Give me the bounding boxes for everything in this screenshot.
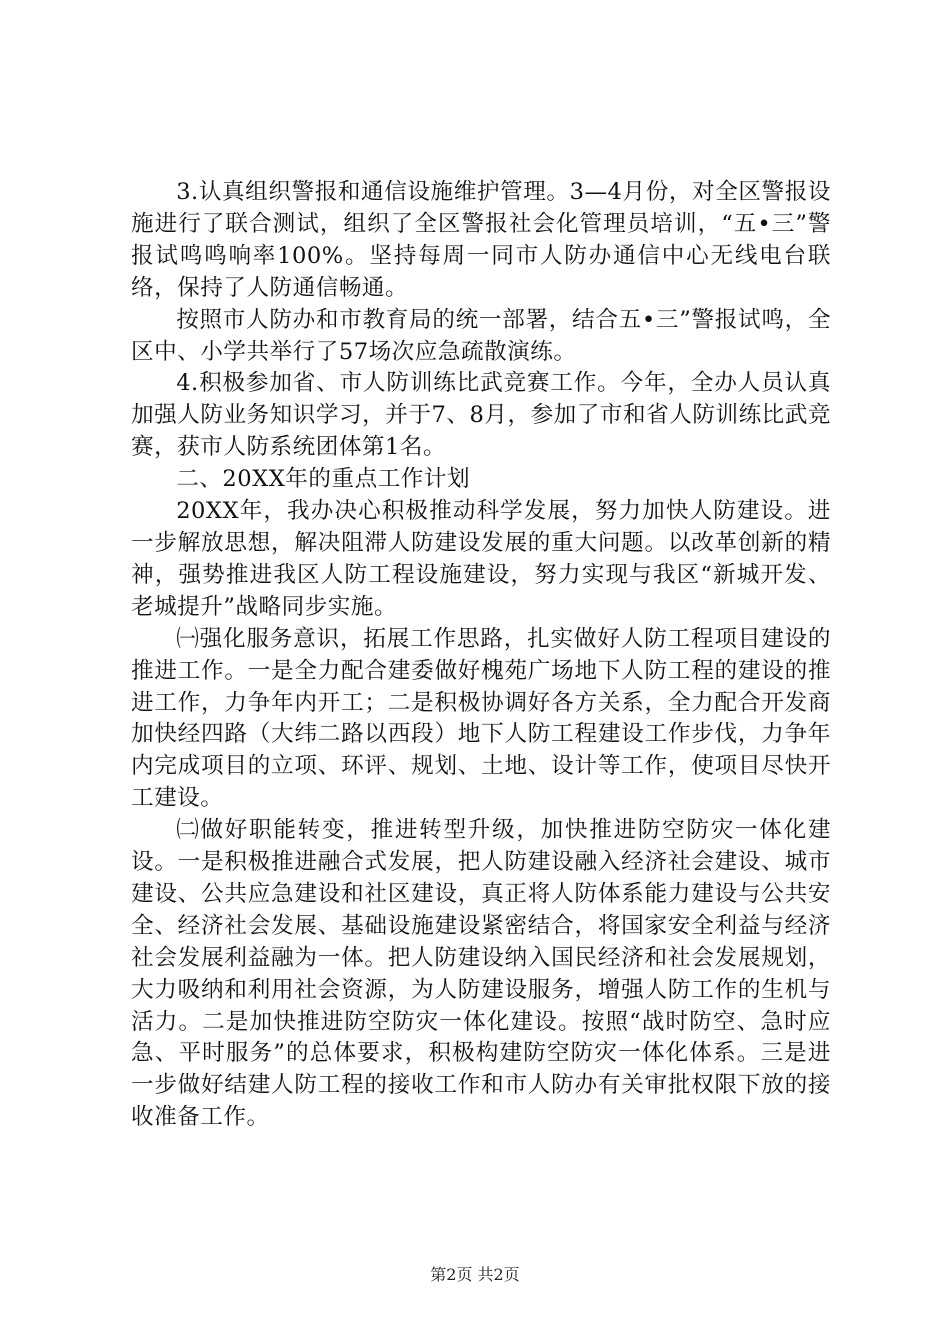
paragraph-plan-overview: 20XX年，我办决心积极推动科学发展，努力加快人防建设。进一步解放思想，解决阻滞人防建设发展的重大问题。以改革创新的精神，强势推进我区人防工程设施建设，努力实现与我区“新城开发、老城提升”战略同步实施。 [131,498,831,620]
paragraph-alarm-maintenance: 3.认真组织警报和通信设施维护管理。3—4月份，对全区警报设施进行了联合测试，组织了全区警报社会化管理员培训，“五•三”警报试鸣鸣响率100%。坚持每周一同市人防办通信中心无线电台联络，保持了人防通信畅通。 [131,179,831,301]
paragraph-plan-item-1: ㈠强化服务意识，拓展工作思路，扎实做好人防工程项目建设的推进工作。一是全力配合建委做好槐苑广场地下人防工程的建设的推进工作，力争年内开工；二是积极协调好各方关系，全力配合开发商加快经四路（大纬二路以西段）地下人防工程建设工作步伐，力争年内完成项目的立项、环评、规划、土地、设计等工作，使项目尽快开工建设。 [131,625,831,812]
page-footer: 第2页 共2页 [430,1265,520,1284]
paragraph-plan-item-2: ㈡做好职能转变，推进转型升级，加快推进防空防灾一体化建设。一是积极推进融合式发展，把人防建设融入经济社会建设、城市建设、公共应急建设和社区建设，真正将人防体系能力建设与公共安全、经济社会发展、基础设施建设紧密结合，将国家安全利益与经济社会发展利益融为一体。把人防建设纳入国民经济和社会发展规划，大力吸纳和利用社会资源，为人防建设服务，增强人防工作的生机与活力。二是加快推进防空防灾一体化建设。按照“战时防空、急时应急、平时服务”的总体要求，积极构建防空防灾一体化体系。三是进一步做好结建人防工程的接收工作和市人防办有关审批权限下放的接收准备工作。 [131,817,831,1131]
document-body [131,177,831,1134]
paragraph-evacuation-drill: 按照市人防办和市教育局的统一部署，结合五•三”警报试鸣，全区中、小学共举行了57场次应急疏散演练。 [131,306,831,365]
paragraph-training-competition: 4.积极参加省、市人防训练比武竞赛工作。今年，全办人员认真加强人防业务知识学习，并于7、8月，参加了市和省人防训练比武竞赛，获市人防系统团体第1名。 [131,370,831,461]
section-heading-work-plan: 二、20XX年的重点工作计划 [176,466,471,493]
